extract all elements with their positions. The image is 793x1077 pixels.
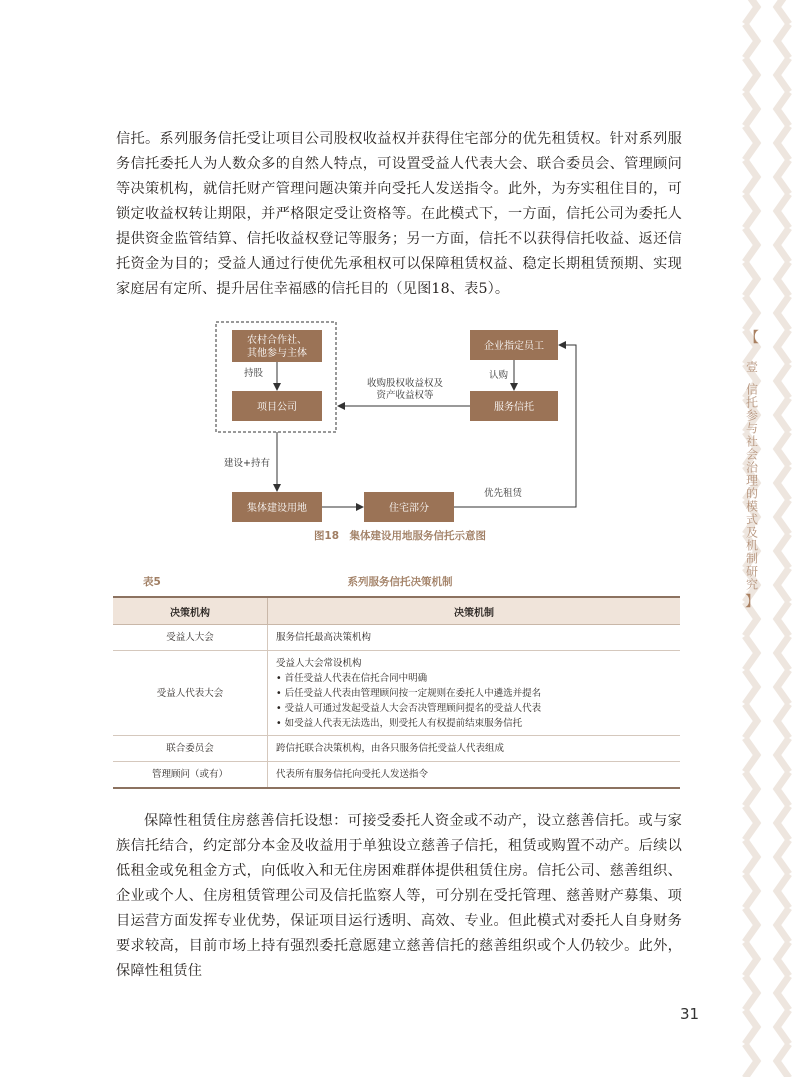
cell-body: 管理顾问（或有） — [113, 762, 268, 789]
mechanism-line: • 如受益人代表无法选出，则受托人有权提前结束服务信托 — [276, 717, 523, 729]
cell-mechanism — [268, 625, 681, 651]
header-decision-body: 决策机构 — [113, 597, 268, 625]
label-build-hold: 建设+持有 — [224, 458, 270, 469]
table-row — [113, 625, 680, 651]
label-priority-lease: 优先租赁 — [484, 488, 523, 499]
mechanism-line: 服务信托最高决策机构 — [276, 632, 372, 643]
side-open-bracket: 【 — [745, 330, 759, 346]
table-label: 表5 — [143, 576, 161, 588]
table-row — [113, 736, 680, 762]
box-project-company-text: 项目公司 — [257, 402, 297, 413]
header-decision-mechanism: 决策机制 — [268, 597, 681, 625]
cell-mechanism — [268, 736, 681, 762]
mechanism-line: • 首任受益人代表在信托合同中明确 — [276, 672, 428, 684]
label-hold-shares: 持股 — [244, 368, 264, 379]
cell-mechanism — [268, 762, 681, 789]
side-chapter-label — [739, 330, 765, 610]
box-enterprise-staff-text: 企业指定员工 — [484, 341, 544, 352]
label-acquire-line2: 资产收益权等 — [376, 390, 434, 401]
box-service-trust-text: 服务信托 — [494, 402, 534, 413]
mechanism-line: 跨信托联合决策机构，由各只服务信托受益人代表组成 — [276, 743, 505, 754]
decision-mechanism-table — [113, 596, 680, 789]
label-subscribe: 认购 — [489, 370, 509, 381]
side-chapter-number: 壹 — [745, 360, 758, 374]
mechanism-line: • 受益人可通过发起受益人大会否决管理顾问提名的受益人代表 — [276, 702, 542, 714]
box-cooperative-line2: 其他参与主体 — [247, 348, 307, 359]
cell-mechanism — [268, 651, 681, 736]
body-paragraph-1: 信托。系列服务信托受让项目公司股权收益权并获得住宅部分的优先租赁权。针对系列服务信托委托人为人数众多的自然人特点，可设置受益人代表大会、联合委员会、管理顾问等决策机构，就信托财产管理问题决策并向受托人发送指令。此外，为夯实租住目的，可锁定收益权转让期限，并严格限定受让资格等。在此模式下，一方面，信托公司为委托人提供资金监管结算、信托收益权登记等服务；另一方面，信托不以获得信托收益、返还信托资金为目的；受益人通过行使优先承租权可以保障租赁权益、稳定长期租赁预期、实现家庭居有定所、提升居住幸福感的信托目的（见图18、表5）。 — [116, 131, 682, 297]
cell-body: 联合委员会 — [113, 736, 268, 762]
box-cooperative-line1: 农村合作社、 — [247, 335, 307, 346]
side-close-bracket: 】 — [745, 594, 759, 610]
table-title: 系列服务信托决策机制 — [347, 576, 453, 588]
mechanism-line: 代表所有服务信托向受托人发送指令 — [276, 769, 429, 780]
box-residential-text: 住宅部分 — [389, 503, 429, 514]
side-chapter-title: 信托参与社会治理的模式及机制研究 — [744, 383, 759, 591]
trust-structure-diagram — [200, 316, 600, 546]
box-collective-land-text: 集体建设用地 — [247, 503, 307, 514]
page-number: 31 — [680, 1005, 700, 1023]
mechanism-line: 受益人大会常设机构 — [276, 657, 362, 669]
figure-caption: 图18 集体建设用地服务信托示意图 — [313, 530, 487, 542]
table-header-row — [113, 597, 680, 625]
cell-body: 受益人代表大会 — [113, 651, 268, 736]
body-paragraph-2: 保障性租赁住房慈善信托设想：可接受委托人资金或不动产，设立慈善信托。或与家族信托结合，约定部分本金及收益用于单独设立慈善子信托，租赁或购置不动产。后续以低租金或免租金方式，向低收入和无住房困难群体提供租赁住房。信托公司、慈善组织、企业或个人、住房租赁管理公司及信托监察人等，可分别在受托管理、慈善财产募集、项目运营方面发挥专业优势，保证项目运行透明、高效、专业。但此模式对委托人自身财务要求较高，目前市场上持有强烈委托意愿建立慈善信托的慈善组织或个人仍较少。此外，保障性租赁住 — [116, 813, 682, 979]
label-acquire-line1: 收购股权收益权及 — [366, 378, 444, 389]
arrow-priority-lease — [454, 345, 576, 507]
cell-body: 受益人大会 — [113, 625, 268, 651]
table-row — [113, 651, 680, 736]
mechanism-line: • 后任受益人代表由管理顾问按一定规则在委托人中遴选并提名 — [276, 687, 542, 699]
table-row — [113, 762, 680, 789]
